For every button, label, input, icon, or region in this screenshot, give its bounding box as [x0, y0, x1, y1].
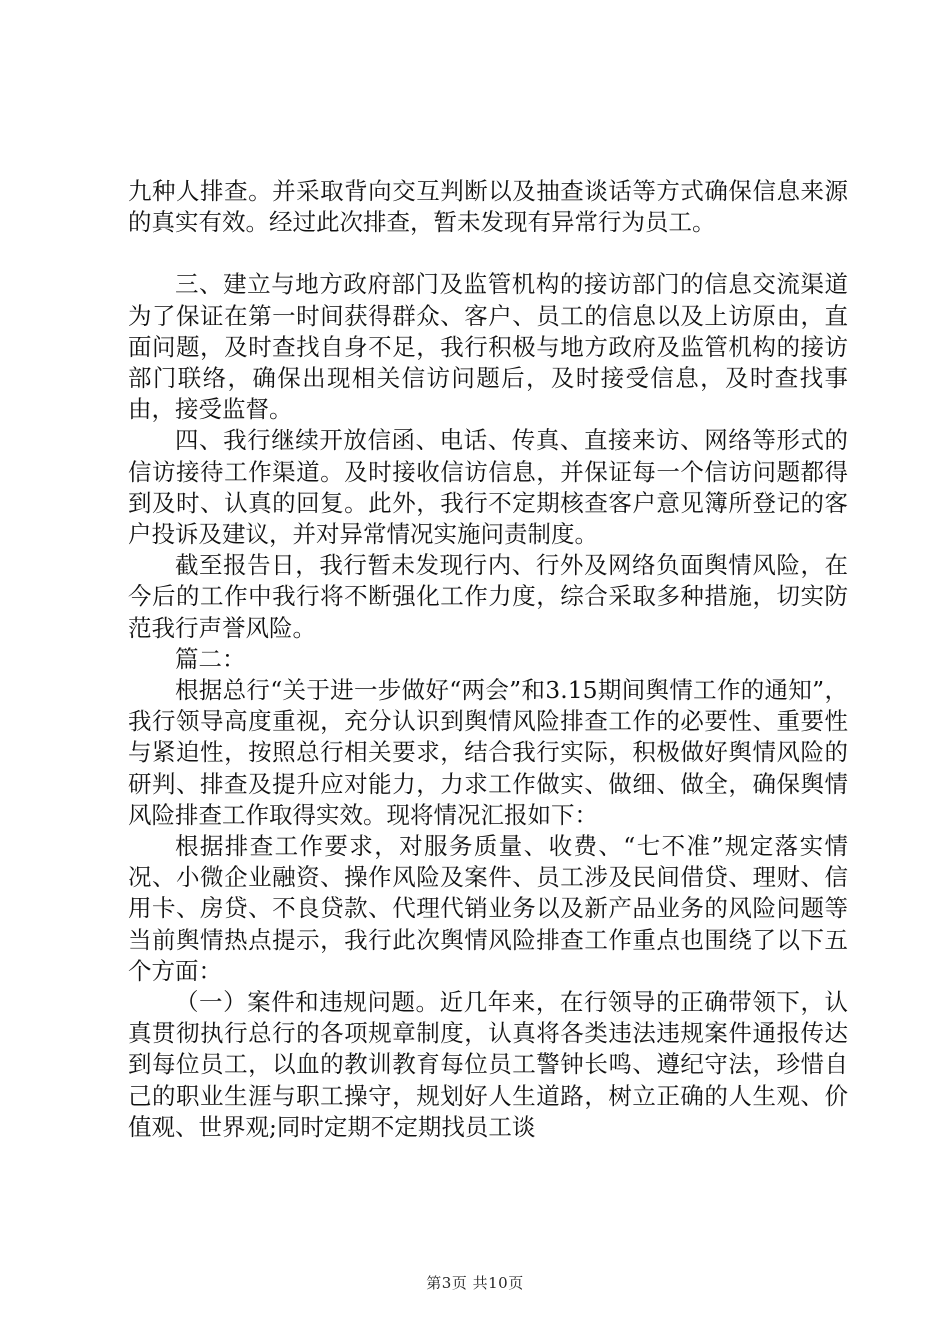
paragraph-gap — [128, 238, 848, 269]
paragraph-item-one: （一）案件和违规问题。近几年来，在行领导的正确带领下，认真贯彻执行总行的各项规章制度，认真将各类违法违规案件通报传达到每位员工，以血的教训教育每位员工警钟长鸣、遵纪守法，珍惜自己的职业生涯与职工操守，规划好人生道路，树立正确的人生观、价值观、世界观;同时定期不定期找员工谈 — [128, 988, 848, 1141]
paragraph-intro: 根据总行“关于进一步做好“两会”和3.15期间舆情工作的通知”，我行领导高度重视，充分认识到舆情风险排查工作的必要性、重要性与紧迫性，按照总行相关要求，结合我行实际，积极做好舆情风险的研判、排查及提升应对能力，力求工作做实、做细、做全，确保舆情风险排查工作取得实效。现将情况汇报如下： — [128, 676, 848, 829]
paragraph-conclusion: 截至报告日，我行暂未发现行内、行外及网络负面舆情风险，在今后的工作中我行将不断强化工作力度，综合采取多种措施，切实防范我行声誉风险。 — [128, 551, 848, 642]
section-heading-part-two: 篇二： — [175, 644, 246, 673]
paragraph-section-four: 四、我行继续开放信函、电话、传真、直接来访、网络等形式的信访接待工作渠道。及时接收信访信息，并保证每一个信访问题都得到及时、认真的回复。此外，我行不定期核查客户意见簿所登记的客户投诉及建议，并对异常情况实施问责制度。 — [128, 426, 848, 549]
paragraph-section-three: 三、建立与地方政府部门及监管机构的接访部门的信息交流渠道为了保证在第一时间获得群众、客户、员工的信息以及上访原由，直面问题，及时查找自身不足，我行积极与地方政府及监管机构的接访部门联络，确保出现相关信访问题后，及时接受信息，及时查找事由，接受监督。 — [128, 270, 848, 424]
page-number-footer: 第3页 共10页 — [426, 1274, 524, 1292]
paragraph-continuation: 九种人排查。并采取背向交互判断以及抽查谈话等方式确保信息来源的真实有效。经过此次排查，暂未发现有异常行为员工。 — [128, 177, 848, 237]
paragraph-focus-areas: 根据排查工作要求，对服务质量、收费、“七不准”规定落实情况、小微企业融资、操作风险及案件、员工涉及民间借贷、理财、信用卡、房贷、不良贷款、代理代销业务以及新产品业务的风险问题等当前舆情热点提示，我行此次舆情风险排查工作重点也围绕了以下五个方面： — [128, 832, 848, 985]
document-body — [128, 176, 848, 1143]
